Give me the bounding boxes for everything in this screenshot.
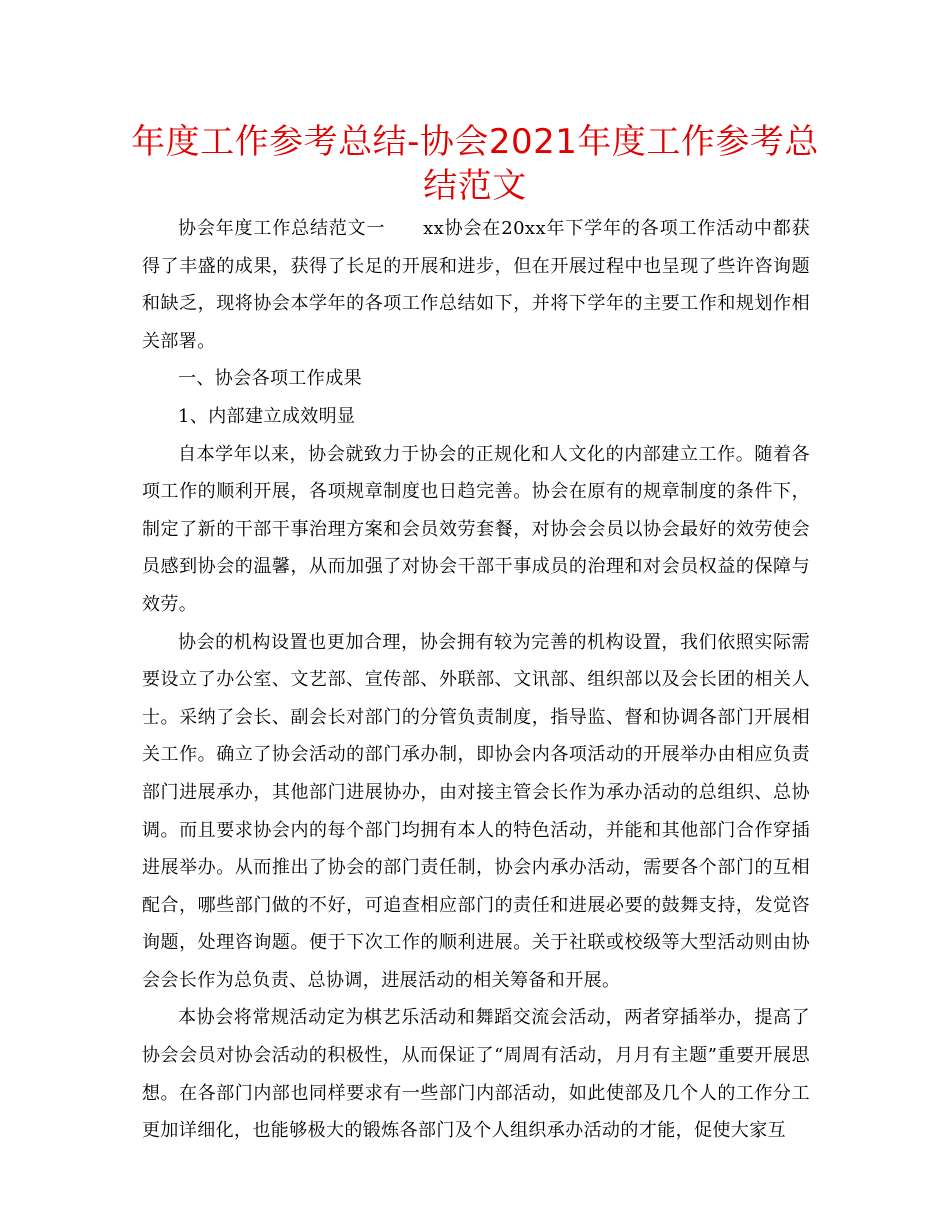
section-heading: 一、协会各项工作成果 <box>178 368 362 390</box>
paragraph-activities: 本协会将常规活动定为棋艺乐活动和舞蹈交流会活动，两者穿插举办，提高了协会会员对协会活动的积极性，从而保证了“周周有活动，月月有主题”重要开展思想。在各部门内部也同样要求有一些部门内部活动，如此使部及几个人的工作分工更加详细化，也能够极大的锻炼各部门及个人组织承办活动的才能，促使大家互 <box>142 1007 810 1142</box>
paragraph-intro: 协会年度工作总结范文一 xx协会在20xx年下学年的各项工作活动中都获得了丰盛的成果，获得了长足的开展和进步，但在开展过程中也呈现了些许咨询题和缺乏，现将协会本学年的各项工作总结如下，并将下学年的主要工作和规划作相关部署。 <box>142 218 810 352</box>
document-title: 年度工作参考总结-协会2021年度工作参考总结范文 <box>131 122 819 206</box>
paragraph-organization: 协会的机构设置也更加合理，协会拥有较为完善的机构设置，我们依照实际需要设立了办公室、文艺部、宣传部、外联部、文讯部、组织部以及会长团的相关人士。采纳了会长、副会长对部门的分管负责制度，指导监、督和协调各部门开展相关工作。确立了协会活动的部门承办制，即协会内各项活动的开展举办由相应负责部门进展承办，其他部门进展协办，由对接主管会长作为承办活动的总组织、总协调。而且要求协会内的每个部门均拥有本人的特色活动，并能和其他部门合作穿插进展举办。从而推出了协会的部门责任制，协会内承办活动，需要各个部门的互相配合，哪些部门做的不好，可追查相应部门的责任和进展必要的鼓舞支持，发觉咨询题，处理咨询题。便于下次工作的顺利进展。关于社联或校级等大型活动则由协会会长作为总负责、总协调，进展活动的相关筹备和开展。 <box>142 631 810 991</box>
paragraph-internal-construction: 自本学年以来，协会就致力于协会的正规化和人文化的内部建立工作。随着各项工作的顺利开展，各项规章制度也日趋完善。协会在原有的规章制度的条件下，制定了新的干部干事治理方案和会员效劳套餐，对协会会员以协会最好的效劳使会员感到协会的温馨，从而加强了对协会干部干事成员的治理和对会员权益的保障与效劳。 <box>142 443 810 615</box>
document-body <box>142 210 810 1150</box>
subsection-heading: 1、内部建立成效明显 <box>178 405 356 427</box>
